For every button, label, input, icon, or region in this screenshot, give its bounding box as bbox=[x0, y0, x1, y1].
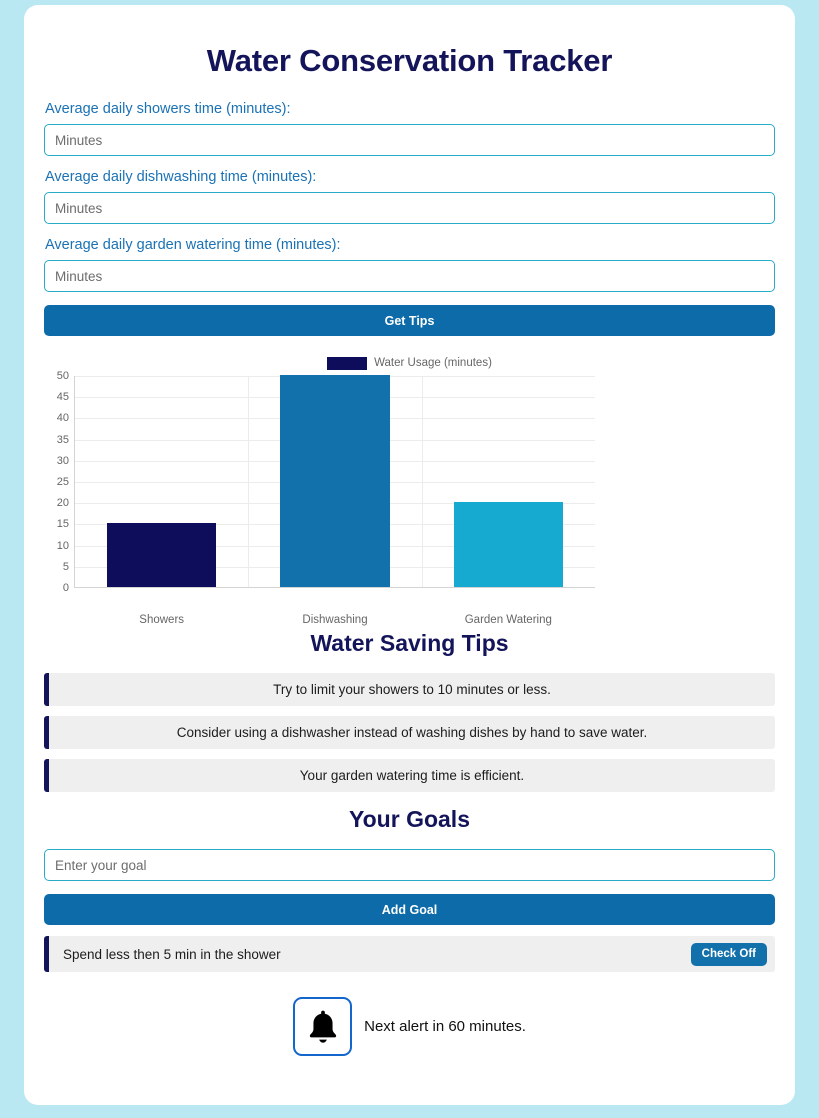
check-off-button[interactable]: Check Off bbox=[691, 943, 767, 966]
tips-heading: Water Saving Tips bbox=[310, 630, 509, 656]
alert-text: Next alert in 60 minutes. bbox=[364, 1018, 526, 1035]
x-axis-tick-label: Garden Watering bbox=[464, 614, 552, 626]
chart-x-axis bbox=[75, 614, 595, 626]
y-axis-tick-label: 25 bbox=[56, 476, 69, 488]
y-axis-tick-label: 15 bbox=[56, 518, 69, 531]
y-axis-tick-label: 10 bbox=[56, 539, 69, 552]
legend-label: Water Usage (minutes) bbox=[374, 357, 492, 369]
y-axis-tick-label: 20 bbox=[56, 497, 69, 510]
app-card bbox=[24, 5, 795, 1105]
dishwashing-field-label: Average daily dishwashing time (minutes): bbox=[45, 169, 317, 185]
y-axis-tick-label: 30 bbox=[56, 454, 69, 467]
water-usage-chart bbox=[44, 354, 775, 626]
garden-watering-field-label: Average daily garden watering time (minutes): bbox=[45, 237, 341, 253]
y-axis-tick-label: 45 bbox=[56, 391, 69, 404]
add-goal-button[interactable]: Add Goal bbox=[44, 894, 775, 925]
chart-bar[interactable] bbox=[107, 523, 216, 587]
alert-row bbox=[44, 997, 775, 1056]
bell-icon bbox=[306, 1009, 340, 1045]
y-axis-tick-label: 0 bbox=[62, 582, 69, 594]
chart-bars bbox=[75, 376, 595, 587]
y-axis-tick-label: 5 bbox=[62, 560, 69, 573]
showers-field-label: Average daily showers time (minutes): bbox=[45, 101, 291, 117]
y-axis-tick-label: 35 bbox=[56, 433, 69, 446]
goal-input[interactable] bbox=[44, 849, 775, 881]
chart-bar-slot bbox=[248, 376, 421, 587]
y-axis-tick-label: 50 bbox=[56, 370, 69, 382]
tips-list bbox=[44, 673, 775, 792]
list-item: Try to limit your showers to 10 minutes or less. bbox=[44, 673, 775, 706]
chart-bar-slot bbox=[75, 376, 248, 587]
chart-bar[interactable] bbox=[280, 375, 389, 587]
bell-icon-box[interactable] bbox=[293, 997, 352, 1056]
goal-text: Spend less then 5 min in the shower bbox=[63, 946, 281, 962]
get-tips-button[interactable]: Get Tips bbox=[44, 305, 775, 336]
chart-plot-area bbox=[74, 376, 595, 588]
garden-watering-input[interactable] bbox=[44, 260, 775, 292]
page-title: Water Conservation Tracker bbox=[206, 43, 613, 78]
chart-legend bbox=[44, 354, 775, 372]
chart-bar-slot bbox=[422, 376, 595, 587]
list-item bbox=[44, 936, 775, 972]
legend-swatch-icon bbox=[327, 357, 367, 370]
y-axis-tick-label: 40 bbox=[56, 412, 69, 425]
list-item: Consider using a dishwasher instead of washing dishes by hand to save water. bbox=[44, 716, 775, 749]
dishwashing-input[interactable] bbox=[44, 192, 775, 224]
chart-bar[interactable] bbox=[454, 502, 563, 587]
chart-y-axis bbox=[44, 370, 74, 594]
list-item: Your garden watering time is efficient. bbox=[44, 759, 775, 792]
x-axis-tick-label: Showers bbox=[139, 614, 185, 626]
showers-input[interactable] bbox=[44, 124, 775, 156]
x-axis-tick-label: Dishwashing bbox=[302, 614, 368, 626]
usage-form bbox=[44, 101, 775, 336]
goals-heading: Your Goals bbox=[349, 806, 470, 832]
